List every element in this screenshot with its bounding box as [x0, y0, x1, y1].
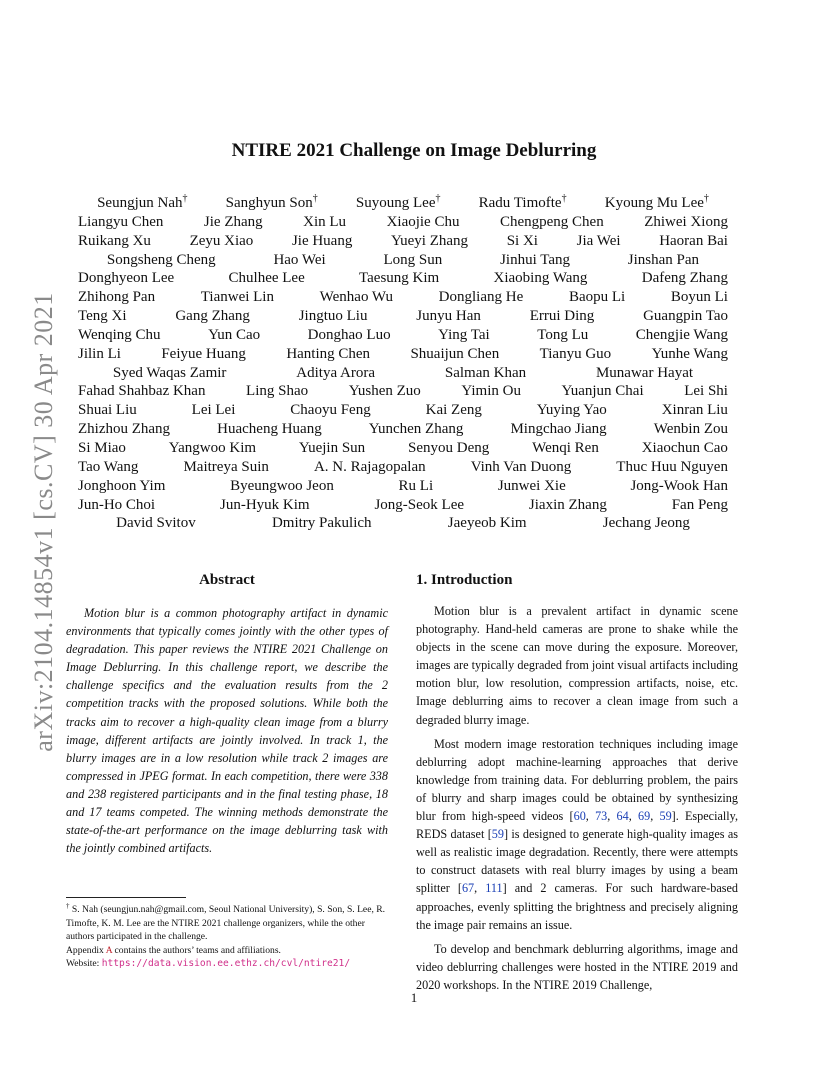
intro-text-segment: ,	[628, 809, 638, 824]
author-name	[78, 477, 165, 496]
author-name-text: Jun-Ho Choi	[78, 496, 156, 513]
author-name	[314, 458, 426, 477]
author-name-text: A. N. Rajagopalan	[313, 458, 426, 475]
author-name-text: Syed Waqas Zamir	[112, 364, 227, 381]
author-name-text: Junyu Han	[416, 308, 481, 325]
dagger-marker: †	[66, 901, 70, 910]
author-name-text: Dmitry Pakulich	[271, 515, 372, 532]
author-name	[654, 420, 728, 439]
citation-link[interactable]: 111	[485, 881, 503, 896]
author-name-text: Xinran Liu	[661, 402, 728, 419]
author-name	[644, 213, 728, 232]
author-name	[292, 232, 352, 251]
author-name	[636, 326, 728, 345]
author-name	[445, 364, 526, 383]
author-line	[78, 194, 728, 213]
author-name	[226, 194, 318, 213]
author-affiliation-marker: †	[561, 193, 567, 204]
author-name	[408, 439, 489, 458]
author-name-text: Yunchen Zhang	[368, 421, 464, 438]
author-name-text: Dongliang He	[438, 289, 524, 306]
author-name-text: Ru Li	[398, 477, 434, 494]
intro-text-segment: ] and 2 cameras. For such hardware-based approaches, evenly splitting the brightness and precisely aligning the image pair remains an issue.	[416, 881, 738, 932]
citation-link[interactable]: 69	[638, 809, 651, 824]
author-name	[596, 364, 693, 383]
author-name-text: Liangyu Chen	[78, 213, 164, 230]
citation-link[interactable]: 73	[595, 809, 608, 824]
author-name	[410, 345, 499, 364]
author-name-text: Baopu Li	[568, 289, 626, 306]
author-name	[537, 326, 588, 345]
author-name	[507, 232, 538, 251]
author-name	[384, 251, 443, 270]
author-name-text: Shuai Liu	[78, 402, 137, 419]
author-name-text: Long Sun	[383, 251, 443, 268]
author-name-text: Wenqing Chu	[78, 326, 161, 343]
author-name	[438, 326, 490, 345]
arxiv-stamp	[14, 286, 74, 758]
author-name	[662, 401, 728, 420]
website-label: Website:	[66, 958, 102, 970]
abstract-body: Motion blur is a common photography artifact in dynamic environments that typically comes jointly with the other types of degradation. This paper reviews the NTIRE 2021 Challenge on Image Deblurring. In this challenge report, we describe the challenge specifics and the evaluation results from the 2 competition tracks with the proposed solutions. While both the tracks aim to recover a high-quality clean image from a blurry image, different artifacts are jointly involved. In track 1, the blurry images are in a low resolution while track 2 images are compressed in JPEG format. In each competition, there were 338 and 238 registered participants and in the final testing phase, 18 and 17 teams competed. The winning methods demonstrate the state-of-the-art performance on the image deblurring task with the jointly combined artifacts.	[66, 606, 388, 856]
author-name	[201, 288, 274, 307]
author-line	[78, 439, 728, 458]
author-name-text: Donghyeon Lee	[78, 270, 175, 287]
author-name	[190, 232, 254, 251]
left-column	[66, 570, 388, 857]
author-name-text: Jie Zhang	[203, 213, 263, 230]
author-name-text: Jinshan Pan	[627, 251, 700, 268]
author-name-text: Tong Lu	[537, 326, 589, 343]
author-name-text: Taesung Kim	[359, 270, 440, 287]
author-name	[569, 288, 625, 307]
author-name-text: Sanghyun Son	[225, 195, 313, 211]
author-name	[175, 307, 250, 326]
author-list	[78, 194, 728, 533]
author-name	[643, 307, 728, 326]
author-line	[78, 269, 728, 288]
author-name-text: Tao Wang	[78, 458, 139, 475]
author-name-text: Lei Shi	[684, 383, 728, 400]
author-name	[220, 496, 310, 515]
author-name-text: Huacheng Huang	[217, 421, 322, 438]
author-line	[78, 496, 728, 515]
author-name	[78, 382, 205, 401]
author-name-text: Xin Lu	[303, 213, 347, 230]
author-affiliation-marker: †	[703, 193, 709, 204]
author-name	[603, 514, 690, 533]
author-name-text: Haoran Bai	[659, 232, 728, 249]
author-line	[78, 232, 728, 251]
author-name	[273, 251, 325, 270]
author-name	[671, 288, 728, 307]
author-name-text: Gang Zhang	[175, 308, 250, 325]
intro-text-segment: ]. Especially, REDS dataset [	[416, 809, 739, 842]
citation-link[interactable]: 64	[616, 809, 629, 824]
author-name	[349, 382, 421, 401]
author-name-text: Jechang Jeong	[602, 515, 690, 532]
author-name-text: Aditya Arora	[296, 364, 376, 381]
author-name-text: David Svitov	[116, 515, 196, 532]
intro-text-segment: ,	[474, 881, 486, 896]
author-name-text: Fan Peng	[671, 496, 728, 513]
author-name-text: Xiaojie Chu	[386, 213, 460, 230]
author-name	[78, 307, 127, 326]
appendix-suffix: contains the authors’ teams and affiliations.	[112, 944, 281, 956]
author-name	[78, 232, 151, 251]
author-name-text: Tianwei Lin	[200, 289, 274, 306]
author-name	[299, 439, 365, 458]
intro-paragraph-1: Motion blur is a prevalent artifact in dynamic scene photography. Hand-held cameras are prone to shake while the objects in the scene can move during the exposure. Moreover, images are typically degraded from joint visual artifacts including motion blur, low resolution, compression artifacts, noise, etc. Image deblurring aims to recover a clean image from such a degraded blurry image.	[416, 604, 738, 727]
author-line	[78, 420, 728, 439]
author-name	[659, 232, 728, 251]
author-name	[374, 496, 464, 515]
author-name	[500, 251, 570, 270]
author-name	[78, 458, 138, 477]
author-name-text: Salman Khan	[444, 364, 527, 381]
author-name	[204, 213, 263, 232]
author-name-text: Radu Timofte	[478, 195, 562, 211]
author-name-text: Jong-Wook Han	[630, 477, 728, 494]
author-name-text: Jinhui Tang	[500, 251, 570, 268]
author-name-text: Hao Wei	[273, 251, 326, 268]
appendix-prefix: Appendix	[66, 944, 106, 956]
author-name-text: Yimin Ou	[461, 383, 521, 400]
author-name-text: Maitreya Suin	[183, 458, 269, 475]
intro-text-segment: ,	[607, 809, 617, 824]
author-name-text: Zhiwei Xiong	[644, 213, 728, 230]
intro-text-segment: ] is designed to generate high-quality images as well as realistic image degradation. Recently, there were attempts to construct datasets with real blurry images by using a beam splitter [	[416, 827, 738, 896]
author-line	[78, 364, 728, 383]
author-name-text: Suyoung Lee	[355, 195, 436, 211]
author-name-text: Jong-Seok Lee	[374, 496, 465, 513]
author-name	[78, 326, 161, 345]
author-name	[537, 401, 607, 420]
author-name-text: Guangpin Tao	[643, 308, 728, 325]
author-name	[562, 382, 644, 401]
author-name	[498, 477, 566, 496]
arxiv-stamp-text: arXiv:2104.14854v1 [cs.CV] 30 Apr 2021	[29, 292, 58, 752]
paper-title: NTIRE 2021 Challenge on Image Deblurring	[231, 140, 597, 161]
author-name-text: Chengjie Wang	[635, 326, 728, 343]
author-name-text: Wenbin Zou	[653, 421, 728, 438]
author-name-text: Dafeng Zhang	[641, 270, 728, 287]
author-name-text: Ling Shao	[246, 383, 309, 400]
citation-link[interactable]: 67	[461, 881, 475, 896]
author-name	[642, 439, 728, 458]
author-affiliation-marker: †	[312, 193, 318, 204]
author-name-text: Jaeyeob Kim	[447, 515, 527, 532]
intro-text-segment: Most modern image restoration techniques including image deblurring adopt machine-learning approaches that derive knowledge from training data. For deblurring problem, the pairs of blurry and sharp images could be obtained by synthesizing blur from high-speed videos [	[416, 736, 738, 824]
author-name	[605, 194, 709, 213]
author-name	[510, 420, 606, 439]
author-name	[78, 213, 163, 232]
author-name-text: Ying Tai	[438, 326, 490, 343]
author-name	[78, 269, 174, 288]
author-name	[684, 382, 728, 401]
right-column	[416, 570, 738, 994]
author-name	[369, 420, 464, 439]
author-name	[78, 345, 121, 364]
author-name	[97, 194, 187, 213]
author-name-text: Teng Xi	[78, 308, 127, 325]
author-name-text: Jingtuo Liu	[298, 308, 368, 325]
author-name-text: Xiaobing Wang	[493, 270, 588, 287]
author-name	[530, 307, 595, 326]
author-name-text: Thuc Huu Nguyen	[616, 458, 728, 475]
author-name	[78, 420, 170, 439]
author-name-text: Chulhee Lee	[228, 270, 305, 287]
author-name-text: Jun-Hyuk Kim	[219, 496, 310, 513]
author-name	[387, 213, 460, 232]
author-name	[494, 269, 588, 288]
introduction-heading: 1. Introduction	[416, 572, 513, 588]
website-link[interactable]: https://data.vision.ee.ethz.ch/cvl/ntire21/	[101, 958, 351, 970]
footnote	[66, 897, 388, 971]
citation-link[interactable]: 59	[659, 809, 672, 824]
footnote-website	[66, 957, 388, 971]
author-name-text: Seungjun Nah	[97, 195, 183, 211]
author-name	[630, 477, 728, 496]
author-name	[78, 496, 155, 515]
author-name	[529, 496, 607, 515]
author-name-text: Lei Lei	[191, 402, 236, 419]
author-name-text: Byeungwoo Jeon	[230, 477, 334, 494]
author-name-text: Yangwoo Kim	[168, 439, 257, 456]
author-name	[439, 288, 524, 307]
author-name	[628, 251, 699, 270]
author-line	[78, 251, 728, 270]
author-name	[161, 345, 246, 364]
author-name-text: Yuying Yao	[536, 402, 607, 419]
author-name	[616, 458, 728, 477]
footnote-organizers-text: S. Nah (seungjun.nah@gmail.com, Seoul National University), S. Son, S. Lee, R. Timofte, K. M. Lee are the NTIRE 2021 challenge organizers, while the other authors participated in the challenge.	[66, 904, 386, 943]
author-line	[78, 288, 728, 307]
author-name-text: Si Xi	[506, 232, 538, 249]
author-name-text: Kyoung Mu Lee	[604, 195, 704, 211]
footnote-rule	[66, 897, 186, 898]
author-name-text: Errui Ding	[529, 308, 595, 325]
author-name-text: Shuaijun Chen	[410, 345, 500, 362]
author-name	[230, 477, 334, 496]
author-name-text: Jilin Li	[78, 345, 121, 362]
author-name-text: Munawar Hayat	[595, 364, 694, 381]
author-affiliation-marker: †	[435, 193, 441, 204]
author-name	[286, 345, 370, 364]
author-name	[500, 213, 604, 232]
author-name	[107, 251, 216, 270]
author-name	[183, 458, 268, 477]
intro-paragraph-2	[416, 735, 738, 934]
author-line	[78, 345, 728, 364]
author-name-text: Vinh Van Duong	[470, 458, 572, 475]
author-name-text: Kai Zeng	[425, 402, 482, 419]
author-name	[399, 477, 434, 496]
author-name	[479, 194, 567, 213]
author-name	[356, 194, 441, 213]
author-name-text: Jia Wei	[576, 232, 621, 249]
author-name-text: Yueyi Zhang	[390, 232, 469, 249]
intro-paragraph-3: To develop and benchmark deblurring algorithms, image and video deblurring challenges were hosted in the NTIRE 2019 and 2020 workshops. In the NTIRE 2019 Challenge,	[416, 941, 738, 992]
author-name-text: Jiaxin Zhang	[528, 496, 607, 513]
citation-link[interactable]: 59	[491, 827, 504, 842]
author-name	[290, 401, 370, 420]
author-name	[448, 514, 527, 533]
author-line	[78, 477, 728, 496]
author-line	[78, 307, 728, 326]
author-name-text: Songsheng Cheng	[106, 251, 216, 268]
author-name-text: Jonghoon Yim	[78, 477, 166, 494]
author-name	[652, 345, 728, 364]
author-line	[78, 401, 728, 420]
author-name-text: Mingchao Jiang	[510, 421, 607, 438]
author-name-text: Jie Huang	[291, 232, 353, 249]
author-name-text: Tianyu Guo	[539, 345, 612, 362]
author-name-text: Boyun Li	[670, 289, 728, 306]
author-name-text: Zhizhou Zhang	[78, 421, 171, 438]
author-name-text: Junwei Xie	[497, 477, 566, 494]
author-name	[540, 345, 612, 364]
author-name-text: Yunhe Wang	[651, 345, 728, 362]
footnote-appendix	[66, 944, 388, 958]
author-name	[217, 420, 322, 439]
author-name	[246, 382, 308, 401]
author-name	[229, 269, 305, 288]
author-name	[78, 401, 137, 420]
appendix-link[interactable]: A	[105, 944, 113, 956]
author-name	[426, 401, 482, 420]
abstract-heading: Abstract	[199, 572, 255, 588]
author-name	[192, 401, 236, 420]
author-name	[642, 269, 728, 288]
author-name-text: Feiyue Huang	[161, 345, 246, 362]
author-name-text: Chaoyu Feng	[290, 402, 371, 419]
author-line	[78, 326, 728, 345]
author-name-text: Si Miao	[78, 439, 126, 456]
author-name	[116, 514, 196, 533]
author-name	[113, 364, 227, 383]
author-line	[78, 514, 728, 533]
author-name-text: Zeyu Xiao	[189, 232, 254, 249]
author-name	[308, 326, 391, 345]
author-name-text: Chengpeng Chen	[499, 213, 604, 230]
author-name-text: Yuejin Sun	[298, 439, 366, 456]
author-name-text: Fahad Shahbaz Khan	[78, 383, 206, 400]
author-name-text: Donghao Luo	[307, 326, 391, 343]
author-name	[532, 439, 599, 458]
author-line	[78, 382, 728, 401]
author-name-text: Wenhao Wu	[319, 289, 393, 306]
author-name	[320, 288, 393, 307]
author-name-text: Wenqi Ren	[532, 439, 599, 456]
author-name	[672, 496, 728, 515]
footnote-organizers	[66, 903, 388, 944]
intro-text-segment: ,	[650, 809, 660, 824]
author-line	[78, 213, 728, 232]
author-name-text: Yun Cao	[208, 326, 261, 343]
author-name	[391, 232, 468, 251]
author-name	[416, 307, 481, 326]
citation-link[interactable]: 60	[573, 809, 586, 824]
author-name-text: Yushen Zuo	[348, 383, 421, 400]
author-name	[461, 382, 521, 401]
author-name	[169, 439, 256, 458]
author-name-text: Hanting Chen	[286, 345, 371, 362]
author-name	[577, 232, 621, 251]
author-name	[303, 213, 346, 232]
author-name	[78, 288, 155, 307]
author-name-text: Senyou Deng	[408, 439, 490, 456]
author-name-text: Zhihong Pan	[78, 289, 156, 306]
author-name	[296, 364, 375, 383]
author-name-text: Yuanjun Chai	[561, 383, 644, 400]
author-name-text: Xiaochun Cao	[641, 439, 728, 456]
author-name	[272, 514, 372, 533]
author-name	[208, 326, 260, 345]
author-name	[78, 439, 126, 458]
author-name-text: Ruikang Xu	[78, 232, 151, 249]
author-affiliation-marker: †	[182, 193, 188, 204]
author-name	[471, 458, 572, 477]
author-line	[78, 458, 728, 477]
author-name	[359, 269, 439, 288]
author-name	[299, 307, 368, 326]
intro-text-segment: ,	[585, 809, 596, 824]
page-number: 1	[410, 990, 418, 1005]
